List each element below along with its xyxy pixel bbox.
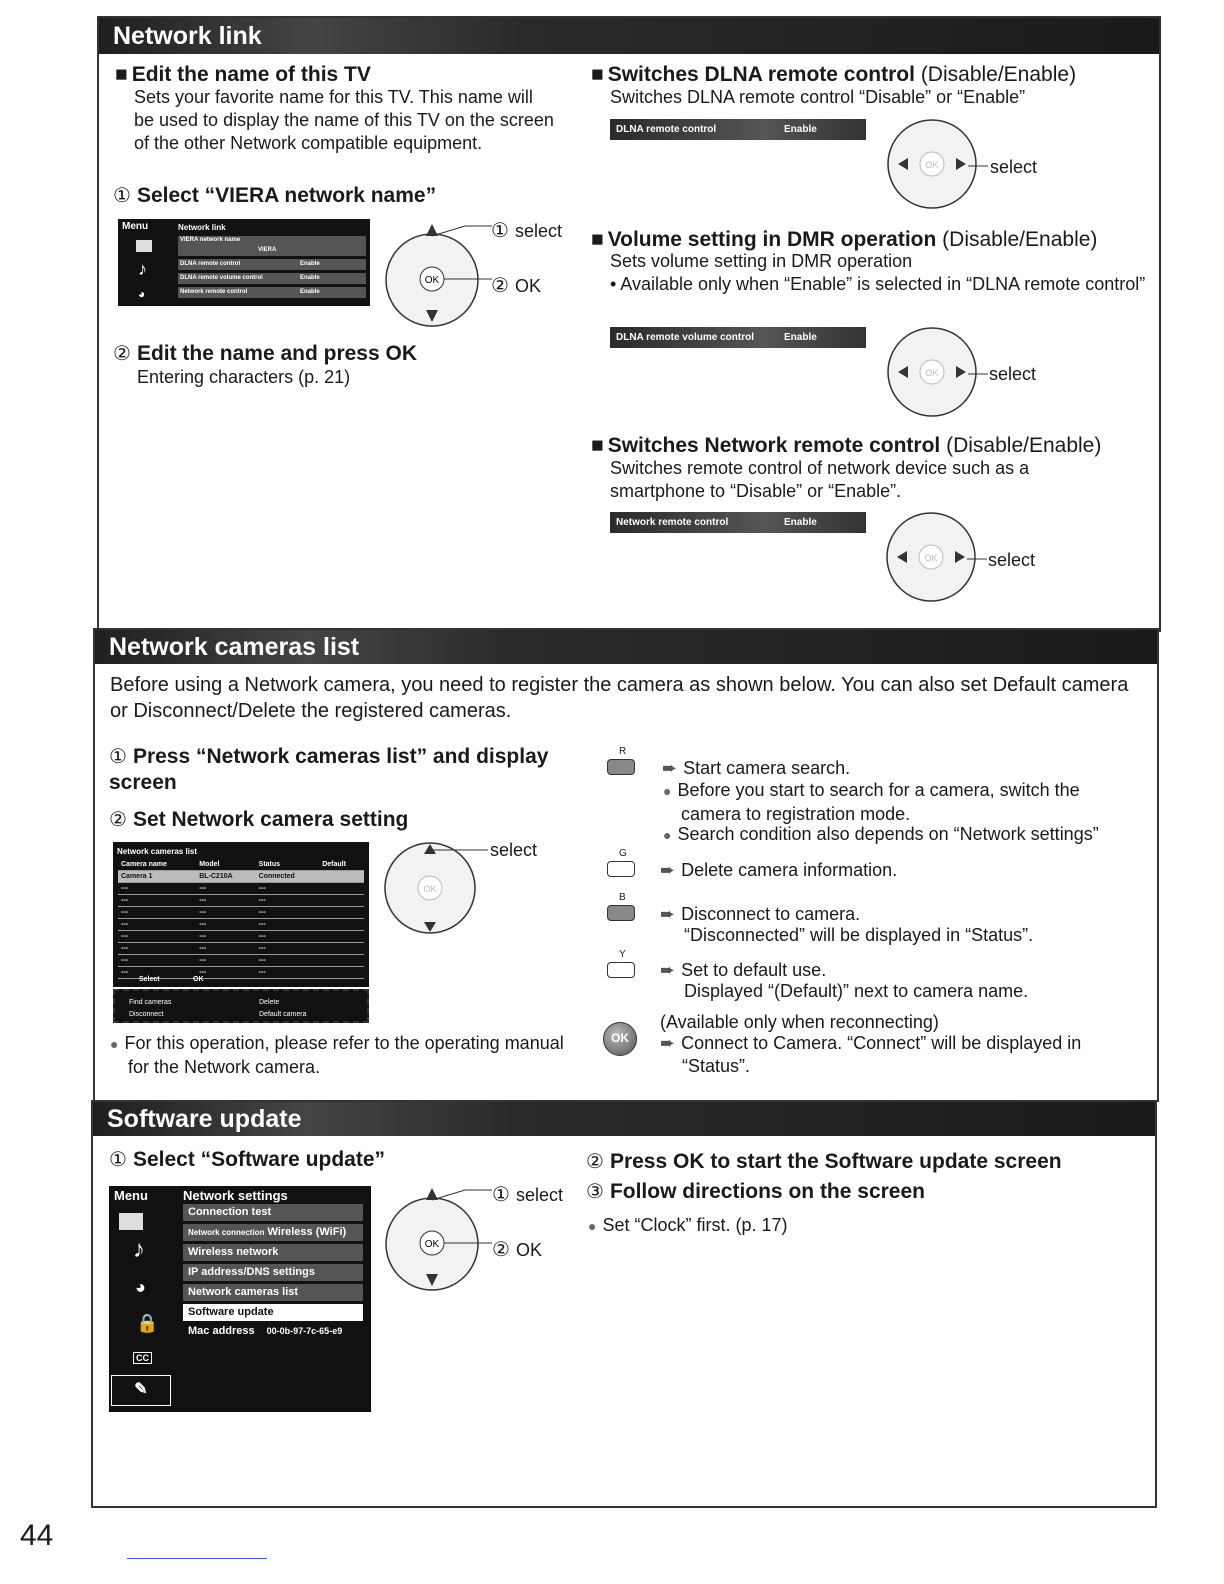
green-button-letter: G bbox=[619, 848, 627, 859]
menu-row-mac-address: Mac address 00-0b-97-7c-65-e9 bbox=[188, 1325, 343, 1337]
software-header: Software update bbox=[93, 1102, 1155, 1136]
edit-name-step1: ① Select “VIERA network name” bbox=[113, 184, 437, 207]
menu-row-network-remote[interactable]: Network remote control Enable bbox=[178, 287, 366, 298]
menu-title: Network link bbox=[178, 223, 226, 232]
edit-name-step2-desc: Entering characters (p. 21) bbox=[137, 367, 351, 387]
camera-row[interactable]: --- --- --- bbox=[118, 931, 364, 943]
volume-heading: ■ Volume setting in DMR operation (Disable/Enable) bbox=[591, 227, 1097, 252]
menu-row-network-connection[interactable]: Network connection Wireless (WiFi) bbox=[183, 1224, 363, 1241]
network-settings-menu bbox=[109, 1186, 371, 1412]
svg-text:OK: OK bbox=[424, 275, 440, 286]
menu-row-software-update[interactable]: Software update bbox=[183, 1304, 363, 1321]
volume-setting-bar[interactable]: DLNA remote volume control Enable bbox=[610, 327, 866, 348]
network-link-menu bbox=[118, 219, 370, 306]
blue-button-sub: “Disconnected” will be displayed in “Status”. bbox=[684, 925, 1034, 945]
cameras-header: Network cameras list bbox=[95, 630, 1157, 664]
yellow-button-action: ➨ Set to default use. bbox=[660, 960, 827, 980]
setup-icon: ✎ bbox=[111, 1375, 171, 1406]
menu-label: Menu bbox=[122, 221, 149, 232]
menu-row-wireless-network[interactable]: Wireless network bbox=[183, 1244, 363, 1261]
svg-text:OK: OK bbox=[925, 160, 939, 170]
yellow-button-sub: Displayed “(Default)” next to camera name. bbox=[684, 981, 1029, 1001]
camera-row[interactable]: --- --- --- bbox=[118, 955, 364, 967]
camera-row[interactable]: --- --- --- bbox=[118, 919, 364, 931]
camera-footer-select: Select bbox=[139, 976, 160, 983]
ok-button-round-icon: OK bbox=[603, 1022, 637, 1056]
edit-name-select-label: ① select bbox=[491, 220, 562, 242]
camera-table-header: Camera name Model Status Default bbox=[118, 859, 364, 871]
camera-list-screen: Network cameras list Camera name Model Status Default Camera 1 BL-C210A Connected --- --- --- --- --- --- --- --- --- --- --- --- --- --- --- --- --- --- --- --- --- --- --- --- Select OK bbox=[113, 842, 369, 987]
menu-tab-icon bbox=[119, 1213, 143, 1230]
cameras-intro: Before using a Network camera, you need to register the camera as shown below. You can also set Default camera or Disconnect/Delete the registered cameras. bbox=[110, 674, 1129, 722]
svg-text:OK: OK bbox=[925, 368, 939, 378]
volume-bullet: • Available only when “Enable” is selected in “DLNA remote control” bbox=[610, 274, 1146, 294]
ok-button-action: ➨ Connect to Camera. “Connect” will be displayed in “Status”. bbox=[660, 1033, 1082, 1076]
camera-row[interactable]: --- --- --- bbox=[118, 907, 364, 919]
edit-name-heading: ■ Edit the name of this TV bbox=[115, 62, 371, 87]
menu-row-connection-test[interactable]: Connection test bbox=[183, 1204, 363, 1221]
yellow-button-letter: Y bbox=[619, 949, 626, 960]
network-remote-desc: Switches remote control of network device such as a smartphone to “Disable” or “Enable”. bbox=[610, 458, 1030, 501]
dlna-desc: Switches DLNA remote control “Disable” or “Enable” bbox=[610, 87, 1026, 107]
red-button-note-1: ● Before you start to search for a camera, switch the camera to registration mode. bbox=[663, 779, 1141, 826]
music-icon: ♪ bbox=[138, 259, 147, 279]
software-note: ● Set “Clock” first. (p. 17) bbox=[588, 1214, 788, 1238]
camera-row[interactable]: --- --- --- bbox=[118, 943, 364, 955]
dlna-setting-bar[interactable]: DLNA remote control Enable bbox=[610, 119, 866, 140]
page-number: 44 bbox=[20, 1519, 54, 1552]
menu-row-viera-name[interactable]: VIERA network name VIERA bbox=[178, 236, 366, 256]
menu-tab-icon bbox=[136, 240, 152, 252]
menu-row-dlna-volume[interactable]: DLNA remote volume control Enable bbox=[178, 273, 366, 284]
dlna-select-label: select bbox=[990, 157, 1038, 177]
blue-button-letter: B bbox=[619, 892, 626, 903]
up-arrow-icon bbox=[426, 1188, 438, 1200]
camera-footer-ok: OK bbox=[193, 976, 204, 983]
camera-row[interactable]: --- --- --- bbox=[118, 895, 364, 907]
cameras-step2: ② Set Network camera setting bbox=[109, 808, 409, 831]
red-button-action: ➨ Start camera search. bbox=[662, 758, 851, 778]
ok-button-pre: (Available only when reconnecting) bbox=[660, 1012, 939, 1032]
camera-keys-box: Find cameras Delete Disconnect Default camera bbox=[113, 989, 369, 1023]
cameras-step1: ① Press “Network cameras list” and display screen bbox=[109, 745, 549, 794]
camera-row[interactable]: --- --- --- bbox=[118, 883, 364, 895]
blue-button-action: ➨ Disconnect to camera. bbox=[660, 904, 861, 924]
menu-row-dlna[interactable]: DLNA remote control Enable bbox=[178, 259, 366, 270]
timer-icon: ◕ bbox=[135, 1277, 146, 1297]
cc-icon: CC bbox=[133, 1352, 152, 1364]
edit-name-ok-label: ② OK bbox=[491, 275, 541, 297]
camera-row[interactable]: --- --- --- bbox=[118, 967, 364, 979]
menu-title: Network settings bbox=[183, 1188, 288, 1203]
software-step3: ③ Follow directions on the screen bbox=[586, 1180, 925, 1203]
menu-label: Menu bbox=[114, 1188, 148, 1203]
red-button-letter: R bbox=[619, 746, 627, 757]
menu-row-network-cameras[interactable]: Network cameras list bbox=[183, 1284, 363, 1301]
footer-link-rule bbox=[127, 1558, 267, 1559]
svg-text:OK: OK bbox=[424, 1239, 440, 1250]
yellow-button-icon bbox=[607, 962, 635, 978]
volume-select-label: select bbox=[989, 364, 1037, 384]
network-remote-heading: ■ Switches Network remote control (Disable/Enable) bbox=[591, 433, 1101, 458]
up-arrow-icon bbox=[426, 224, 438, 236]
cameras-note: ● For this operation, please refer to the operating manual for the Network camera. bbox=[110, 1032, 573, 1079]
software-ok-label: ② OK bbox=[492, 1239, 542, 1261]
svg-text:OK: OK bbox=[924, 553, 938, 563]
svg-text:OK: OK bbox=[423, 884, 437, 894]
red-button-icon bbox=[607, 759, 635, 775]
blue-button-icon bbox=[607, 905, 635, 921]
red-button-note-2: ● Search condition also depends on “Network settings” bbox=[663, 823, 1099, 847]
software-select-label: ① select bbox=[492, 1184, 563, 1206]
green-button-icon bbox=[607, 861, 635, 877]
network-link-header: Network link bbox=[99, 18, 1159, 54]
network-remote-select-label: select bbox=[988, 550, 1036, 570]
software-step2: ② Press OK to start the Software update screen bbox=[586, 1150, 1062, 1173]
camera-table bbox=[118, 859, 364, 979]
menu-row-ip-dns[interactable]: IP address/DNS settings bbox=[183, 1264, 363, 1281]
edit-name-step2: ② Edit the name and press OK bbox=[113, 342, 418, 365]
volume-desc: Sets volume setting in DMR operation bbox=[610, 251, 913, 271]
dlna-heading: ■ Switches DLNA remote control (Disable/Enable) bbox=[591, 62, 1076, 87]
edit-name-desc: Sets your favorite name for this TV. This name will be used to display the name of this TV on the screen of the other Network compatible equipment. bbox=[134, 87, 554, 153]
music-icon: ♪ bbox=[133, 1236, 145, 1263]
cameras-select-label: select bbox=[490, 840, 538, 860]
green-button-action: ➨ Delete camera information. bbox=[660, 860, 898, 880]
software-step1: ① Select “Software update” bbox=[109, 1148, 385, 1171]
camera-row-1[interactable]: Camera 1 BL-C210A Connected bbox=[118, 871, 364, 883]
timer-icon: ◕ bbox=[138, 287, 146, 301]
lock-icon: 🔒 bbox=[136, 1313, 159, 1333]
network-remote-setting-bar[interactable]: Network remote control Enable bbox=[610, 512, 866, 533]
